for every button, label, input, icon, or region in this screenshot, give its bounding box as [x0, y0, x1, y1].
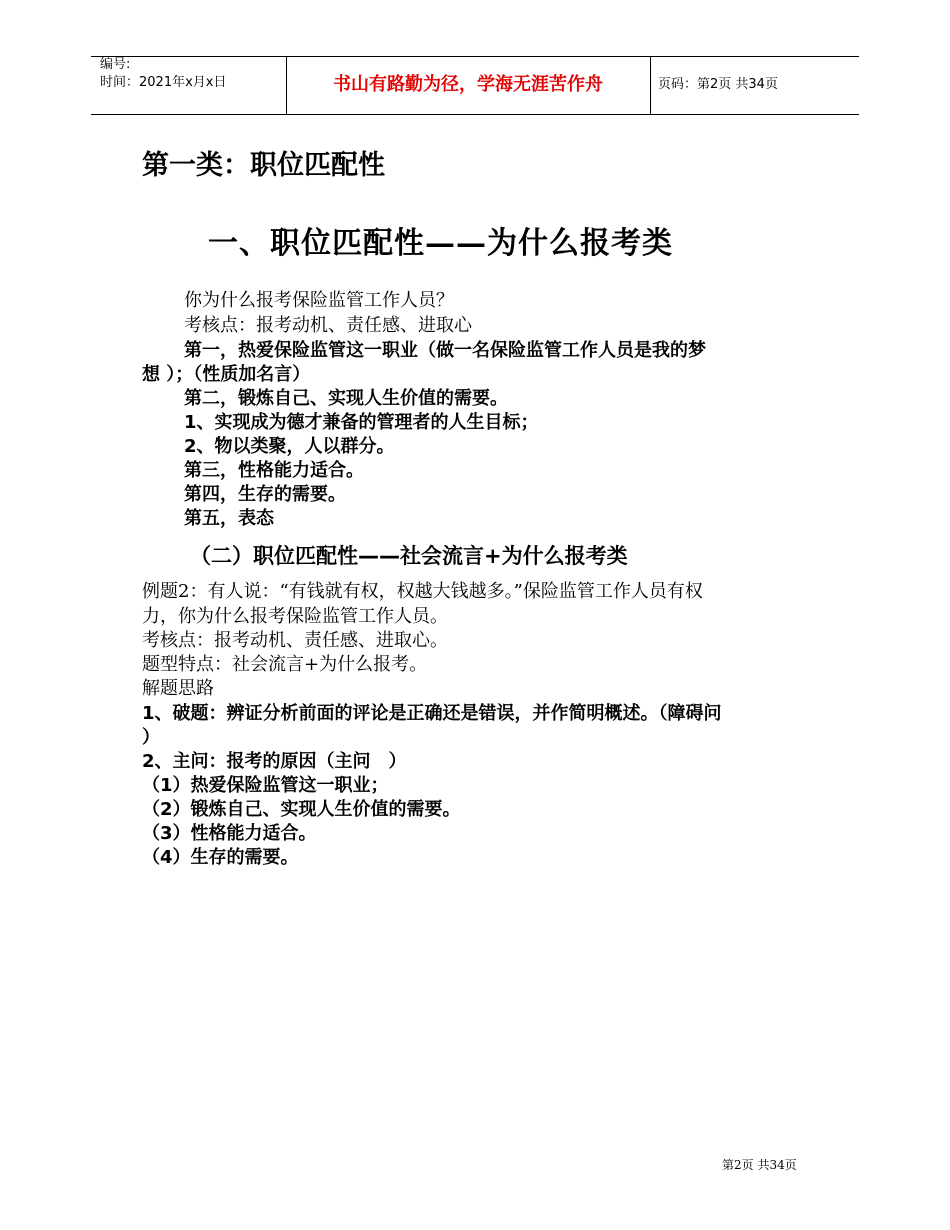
step1-line1: 1、破题：辨证分析前面的评论是正确还是错误，并作简明概述。（障碍问	[142, 703, 722, 724]
point4: 第四，生存的需要。	[184, 484, 346, 505]
reason3: （3）性格能力适合。	[142, 823, 317, 844]
reason2: （2）锻炼自己、实现人生价值的需要。	[142, 799, 461, 820]
step1-line2: ）	[142, 727, 160, 748]
section-title: 一、职位匹配性——为什么报考类	[208, 226, 673, 261]
header-bottom-rule	[91, 114, 859, 115]
point3: 第三，性格能力适合。	[184, 460, 364, 481]
point2: 第二，锻炼自己、实现人生价值的需要。	[184, 388, 508, 409]
example-line2: 力，你为什么报考保险监管工作人员。	[142, 606, 448, 627]
assessment-text: 考核点：报考动机、责任感、进取心	[184, 315, 472, 336]
approach-label: 解题思路	[142, 678, 214, 699]
point1-line1: 第一，热爱保险监管这一职业（做一名保险监管工作人员是我的梦	[184, 340, 706, 361]
header-divider-right	[650, 56, 651, 114]
assessment2-text: 考核点：报考动机、责任感、进取心。	[142, 630, 448, 651]
point1-line2: 想 ）；（性质加名言）	[142, 364, 311, 385]
header-time-label: 时间：2021年x月x日	[100, 75, 227, 90]
point5: 第五，表态	[184, 508, 274, 529]
header-motto: 书山有路勤为径，学海无涯苦作舟	[333, 74, 603, 95]
header-top-rule	[91, 56, 859, 57]
category-title: 第一类：职位匹配性	[142, 150, 385, 181]
page-footer: 第2页 共34页	[722, 1158, 797, 1172]
subsection-title: （二）职位匹配性——社会流言+为什么报考类	[190, 544, 628, 568]
point2-item2: 2、物以类聚，人以群分。	[184, 436, 395, 457]
header-page-label: 页码：第2页 共34页	[658, 77, 778, 92]
question-type-text: 题型特点：社会流言+为什么报考。	[142, 654, 428, 675]
reason4: （4）生存的需要。	[142, 847, 299, 868]
header-code-label: 编号:	[100, 57, 131, 72]
question-text: 你为什么报考保险监管工作人员？	[184, 290, 454, 311]
point2-item1: 1、实现成为德才兼备的管理者的人生目标；	[184, 412, 539, 433]
step2: 2、主问：报考的原因（主问 ）	[142, 751, 407, 772]
reason1: （1）热爱保险监管这一职业；	[142, 775, 389, 796]
example-line1: 例题2：有人说：“有钱就有权，权越大钱越多。”保险监管工作人员有权	[142, 581, 703, 602]
